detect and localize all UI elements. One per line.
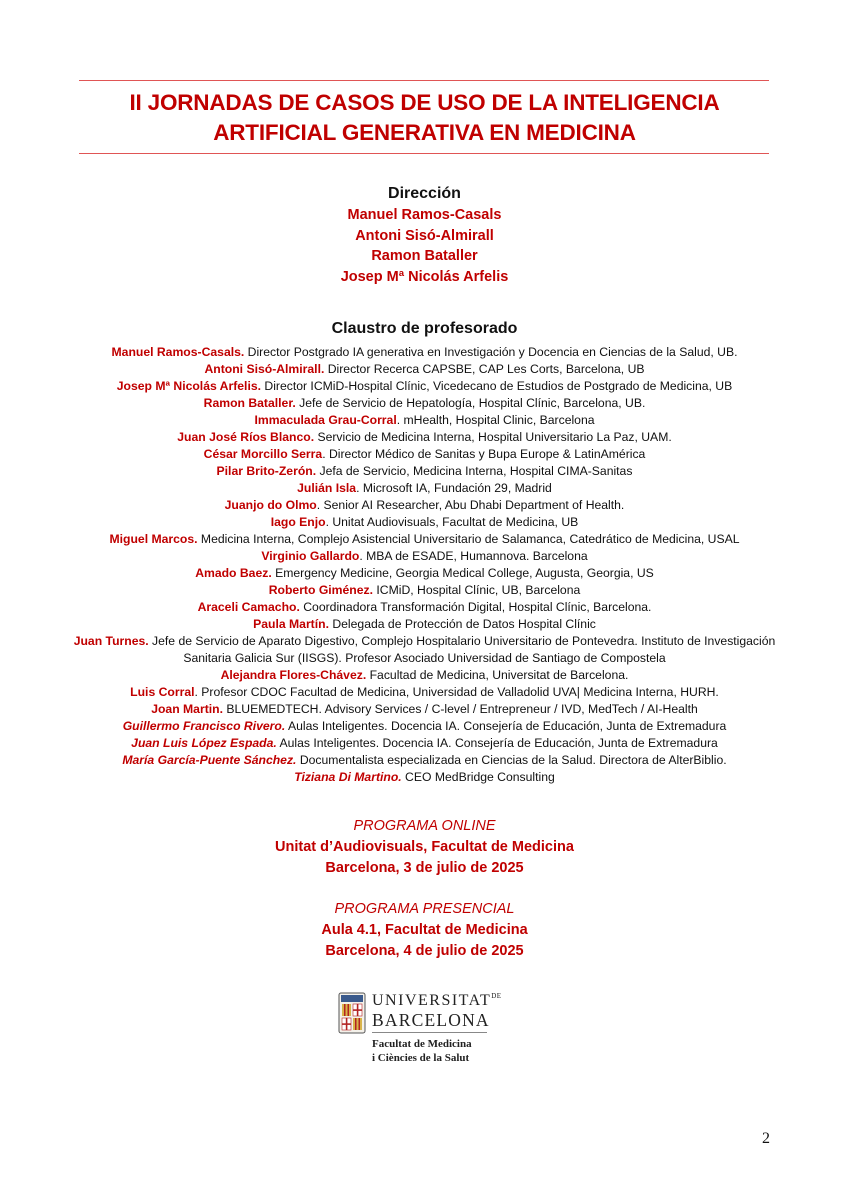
member-desc: Coordinadora Transformación Digital, Hospital Clínic, Barcelona.: [299, 600, 652, 614]
member-name: Pilar Brito-Zerón.: [216, 464, 317, 478]
program-online-place: Unitat d’Audiovisuals, Facultat de Medicina: [275, 839, 574, 855]
member-desc: . MBA de ESADE, Humannova. Barcelona: [359, 549, 588, 563]
member-desc: Jefe de Servicio de Hepatología, Hospital Clínic, Barcelona, UB.: [295, 396, 646, 410]
faculty-list: [60, 344, 789, 786]
program-presencial: [0, 899, 849, 962]
faculty-member: [60, 633, 789, 667]
faculty-member: [60, 429, 789, 446]
member-name: Josep Mª Nicolás Arfelis.: [116, 379, 261, 393]
member-desc: . Director Médico de Sanitas y Bupa Europe & LatinAmérica: [322, 447, 646, 461]
member-desc: Servicio de Medicina Interna, Hospital Universitario La Paz, UAM.: [314, 430, 672, 444]
faculty-member: [60, 412, 789, 429]
faculty-member: [60, 735, 789, 752]
member-name: Alejandra Flores-Chávez.: [220, 668, 367, 682]
director-name: Manuel Ramos-Casals: [347, 207, 502, 223]
faculty-member: [60, 565, 789, 582]
faculty-member: [60, 480, 789, 497]
member-name: Immaculada Grau-Corral: [254, 413, 397, 427]
university-shield-icon: [338, 992, 366, 1034]
member-desc: CEO MedBridge Consulting: [401, 770, 555, 784]
direction-heading: Dirección: [388, 185, 461, 202]
faculty-member: [60, 548, 789, 565]
member-name: Juanjo do Olmo: [224, 498, 317, 512]
faculty-member: [60, 752, 789, 769]
logo-faculty-line-1: Facultat de Medicina: [372, 1038, 472, 1050]
member-desc: Facultad de Medicina, Universitat de Barcelona.: [366, 668, 629, 682]
member-name: Paula Martín.: [253, 617, 329, 631]
university-logo: [338, 990, 508, 1070]
faculty-member: [60, 463, 789, 480]
faculty-member: [60, 718, 789, 735]
member-name: Iago Enjo: [270, 515, 326, 529]
program-presencial-label: PROGRAMA PRESENCIAL: [334, 901, 515, 917]
director-name: Antoni Sisó-Almirall: [355, 227, 494, 244]
program-online-label: PROGRAMA ONLINE: [353, 818, 496, 834]
member-name: Juan Luis López Espada.: [131, 736, 277, 750]
member-desc: . Senior AI Researcher, Abu Dhabi Department of Health.: [316, 498, 625, 512]
faculty-member: [60, 395, 789, 412]
faculty-member: [60, 684, 789, 701]
member-name: María García-Puente Sánchez.: [122, 753, 297, 767]
member-name: Tiziana Di Martino.: [294, 770, 402, 784]
logo-faculty-line-2: i Ciències de la Salut: [372, 1052, 470, 1064]
logo-de: DE: [491, 992, 502, 1000]
logo-line-1: [372, 992, 502, 1010]
program-online-date: Barcelona, 3 de julio de 2025: [325, 860, 524, 876]
program-presencial-date: Barcelona, 4 de julio de 2025: [325, 943, 524, 959]
member-name: Virginio Gallardo: [261, 549, 360, 563]
member-name: Manuel Ramos-Casals.: [111, 345, 245, 359]
logo-divider: [372, 1032, 487, 1033]
member-desc: . mHealth, Hospital Clinic, Barcelona: [396, 413, 595, 427]
member-desc: . Microsoft IA, Fundación 29, Madrid: [356, 481, 552, 495]
faculty-member: [60, 344, 789, 361]
faculty-member: [60, 599, 789, 616]
title-bottom-rule: [79, 153, 769, 154]
program-online: [0, 816, 849, 879]
top-rule: [79, 80, 769, 81]
member-desc: Director ICMiD-Hospital Clínic, Vicedecano de Estudios de Postgrado de Medicina, UB: [261, 379, 733, 393]
faculty-member: [60, 378, 789, 395]
member-desc: Director Postgrado IA generativa en Investigación y Docencia en Ciencias de la Salud, UB.: [244, 345, 738, 359]
member-desc: Delegada de Protección de Datos Hospital Clínic: [328, 617, 596, 631]
member-desc: Aulas Inteligentes. Docencia IA. Consejería de Educación, Junta de Extremadura: [285, 719, 727, 733]
document-title: [60, 88, 789, 148]
faculty-member: [60, 531, 789, 548]
faculty-heading: Claustro de profesorado: [331, 320, 518, 337]
faculty-member: [60, 514, 789, 531]
member-desc: Documentalista especializada en Ciencias de la Salud. Directora de AlterBiblio.: [296, 753, 727, 767]
member-desc: Jefe de Servicio de Aparato Digestivo, Complejo Hospitalario Universitario de Pontevedra. Instituto de Investigación Sanitaria Galicia Sur (IISGS). Profesor Asociado Universidad de Santiago de Compostela: [148, 634, 776, 665]
member-name: Roberto Giménez.: [268, 583, 374, 597]
member-desc: BLUEMEDTECH. Advisory Services / C-level / Entrepreneur / IVD, MedTech / AI-Health: [222, 702, 698, 716]
faculty-member: [60, 769, 789, 786]
member-desc: ICMiD, Hospital Clínic, UB, Barcelona: [373, 583, 581, 597]
member-name: Juan Turnes.: [73, 634, 149, 648]
member-desc: Jefa de Servicio, Medicina Interna, Hospital CIMA-Sanitas: [316, 464, 633, 478]
faculty-member: [60, 446, 789, 463]
title-line-2: ARTIFICIAL GENERATIVA EN MEDICINA: [213, 120, 636, 145]
member-name: Julián Isla: [297, 481, 357, 495]
program-presencial-place: Aula 4.1, Facultat de Medicina: [321, 922, 528, 938]
faculty-member: [60, 361, 789, 378]
member-desc: Emergency Medicine, Georgia Medical College, Augusta, Georgia, US: [271, 566, 654, 580]
faculty-member: [60, 616, 789, 633]
member-name: Antoni Sisó-Almirall.: [204, 362, 325, 376]
member-name: Luis Corral: [130, 685, 195, 699]
faculty-member: [60, 582, 789, 599]
director-name: Josep Mª Nicolás Arfelis: [340, 268, 509, 285]
faculty-member: [60, 497, 789, 514]
member-name: Ramon Bataller.: [203, 396, 296, 410]
member-desc: . Profesor CDOC Facultad de Medicina, Universidad de Valladolid UVA| Medicina Interna, HURH.: [194, 685, 719, 699]
member-name: Araceli Camacho.: [197, 600, 300, 614]
logo-line-2: BARCELONA: [372, 1010, 490, 1030]
member-desc: . Unitat Audiovisuals, Facultat de Medicina, UB: [325, 515, 579, 529]
title-line-1: II JORNADAS DE CASOS DE USO DE LA INTELIGENCIA: [129, 90, 720, 115]
director-name: Ramon Bataller: [371, 248, 478, 264]
member-desc: Medicina Interna, Complejo Asistencial Universitario de Salamanca, Catedrático de Medicina, USAL: [197, 532, 740, 546]
faculty-member: [60, 701, 789, 718]
member-name: Guillermo Francisco Rivero.: [122, 719, 286, 733]
page-number: 2: [762, 1130, 770, 1147]
member-name: Amado Baez.: [195, 566, 272, 580]
member-name: Joan Martin.: [151, 702, 223, 716]
member-desc: Aulas Inteligentes. Docencia IA. Consejería de Educación, Junta de Extremadura: [276, 736, 718, 750]
direction-section: [0, 183, 849, 287]
member-desc: Director Recerca CAPSBE, CAP Les Corts, Barcelona, UB: [324, 362, 645, 376]
member-name: César Morcillo Serra: [203, 447, 323, 461]
member-name: Juan José Ríos Blanco.: [177, 430, 315, 444]
logo-universitat: UNIVERSITAT: [372, 992, 492, 1009]
member-name: Miguel Marcos.: [109, 532, 198, 546]
faculty-member: [60, 667, 789, 684]
